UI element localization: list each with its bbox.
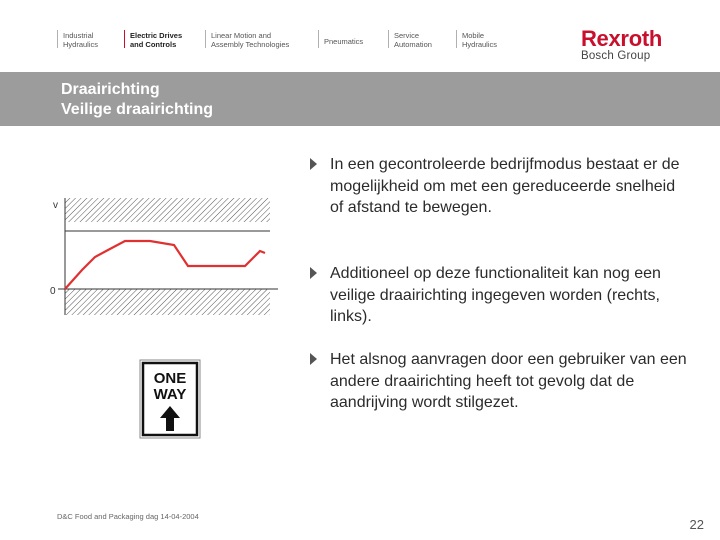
upper-forbidden-zone [65,198,270,222]
bullet-item [310,349,690,414]
nav-item-label: Automation [394,40,432,49]
nav-item-electric-drives[interactable] [130,31,182,49]
nav-separator [318,30,319,48]
nav-separator [205,30,206,48]
bullet-text: In een gecontroleerde bedrijfmodus bestaat er de mogelijkheid om met een gereduceerde snelheid of afstand te bewegen. [330,156,680,216]
logo-brand: Rexroth [580,26,662,51]
nav-item-label: Hydraulics [462,40,498,49]
division-nav [0,0,720,72]
triangle-bullet-icon [310,158,317,170]
nav-separator [388,30,389,48]
logo-group: Bosch Group [580,50,651,62]
bullet-text: Het alsnog aanvragen door een gebruiker van een andere draairichting heeft tot gevolg dat de aandrijving wordt stilgezet. [330,351,687,411]
nav-item-label: Industrial [63,31,94,40]
nav-item-label: Assembly Technologies [211,40,290,49]
bullet-item [310,154,690,219]
nav-item-linear-motion[interactable] [211,31,289,49]
nav-item-service-automation[interactable] [394,31,432,49]
bullet-item [310,263,690,328]
speed-curve [65,241,265,289]
nav-item-label: and Controls [130,40,177,49]
bullet-text: Additioneel op deze functionaliteit kan nog een veilige draairichting ingegeven worden (rechts, links). [330,265,661,325]
nav-separator-active [124,30,125,48]
nav-item-label: Hydraulics [63,40,99,49]
lower-forbidden-zone [65,289,270,315]
nav-item-label: Linear Motion and [211,31,272,40]
page-number: 22 [689,517,704,532]
triangle-bullet-icon [310,267,317,279]
nav-item-mobile-hydraulics[interactable] [462,31,497,49]
nav-item-pneumatics[interactable] [324,37,363,46]
nav-item-industrial-hydraulics[interactable] [63,31,98,49]
slide-title: Draairichting [61,81,160,98]
sign-line-two: WAY [153,386,187,403]
triangle-bullet-icon [310,353,317,365]
speed-diagram [50,195,285,325]
v-axis-label: v [53,200,58,211]
one-way-sign [139,359,201,439]
nav-item-label: Service [394,31,420,40]
nav-separator [456,30,457,48]
rexroth-logo [581,28,662,63]
footer-text: D&C Food and Packaging dag 14-04-2004 [57,512,199,521]
sign-line-one: ONE [153,370,187,387]
zero-label: 0 [50,286,56,297]
nav-separator [57,30,58,48]
nav-item-label: Mobile [462,31,485,40]
nav-item-label: Pneumatics [324,37,364,46]
slide-subtitle: Veilige draairichting [61,101,214,118]
nav-item-label: Electric Drives [130,31,183,40]
